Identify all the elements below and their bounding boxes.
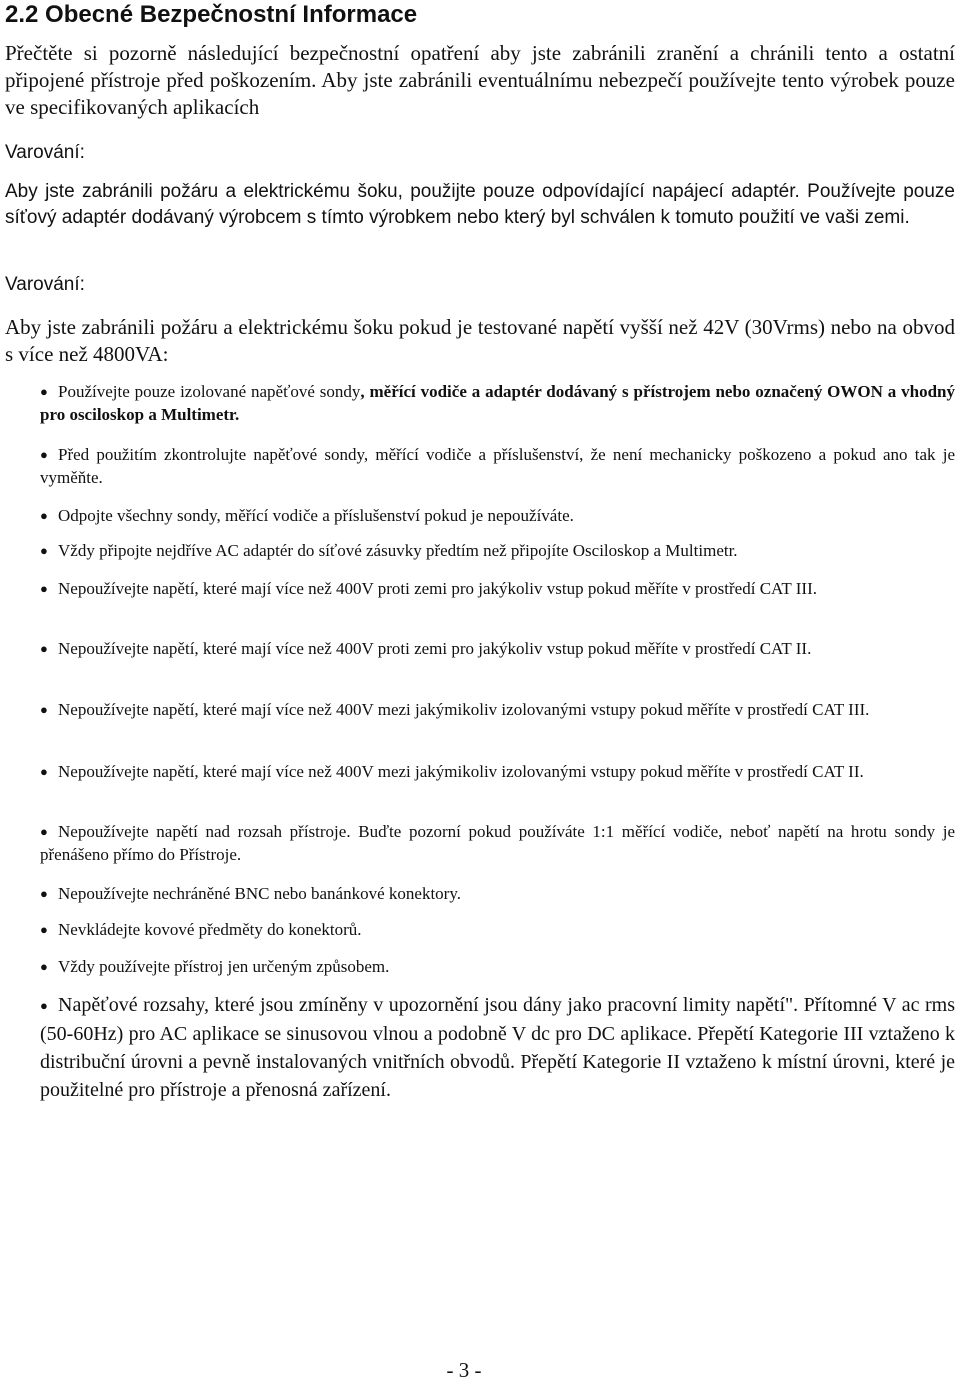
- bullet-dot-icon: ●: [40, 764, 48, 779]
- bullet-text: Před použitím zkontrolujte napěťové sondy, měřící vodiče a příslušenství, že není mechanicky poškozeno a pokud ano tak je vyměňte.: [40, 445, 955, 487]
- bullet-item-3: [40, 504, 955, 527]
- page-number: - 3 -: [446, 1358, 482, 1382]
- bullet-item-8: [40, 760, 955, 783]
- bullet-item-12: [40, 955, 955, 978]
- bullet-text: Nepoužívejte napětí nad rozsah přístroje. Buďte pozorní pokud používáte 1:1 měřící vodiče, neboť napětí na hrotu sondy je přenášeno přímo do Přístroje.: [40, 822, 955, 864]
- bullet-dot-icon: ●: [40, 641, 48, 656]
- warning-text-1: Aby jste zabránili požáru a elektrickému šoku, použijte pouze odpovídající napájecí adaptér. Používejte pouze síťový adaptér dodávaný výrobcem s tímto výrobkem nebo který byl schválen k tomuto použití ve vaši zemi.: [5, 181, 955, 228]
- warning-label-2: Varování:: [5, 274, 85, 295]
- bullet-item-7: [40, 698, 955, 721]
- bullet-text: Vždy připojte nejdříve AC adaptér do síťové zásuvky předtím než připojíte Osciloskop a Multimetr.: [58, 541, 738, 560]
- bullet-dot-icon: ●: [40, 447, 48, 462]
- bullet-text: Napěťové rozsahy, které jsou zmíněny v upozornění jsou dány jako pracovní limity napětí". Přítomné V ac rms (50-60Hz) pro AC aplikace se sinusovou vlnou a podobně V dc pro DC aplikace. Přepětí Kategorie III vztaženo k distribuční úrovni a pevně instalovaných vnitřních obvodů. Přepětí Kategorie II vztaženo k místní úrovni, které je použitelné pro přístroje a přenosná zařízení.: [40, 994, 955, 1101]
- intro-paragraph: Přečtěte si pozorně následující bezpečnostní opatření aby jste zabránili zranění a chránili tento a ostatní připojené přístroje před poškozením. Aby jste zabránili eventuálnímu nebezpečí používejte tento výrobek pouze ve specifikovaných aplikacích: [5, 41, 955, 119]
- bullet-item-6: [40, 637, 955, 660]
- warning-label-1: Varování:: [5, 142, 85, 163]
- bullet-dot-icon: ●: [40, 543, 48, 558]
- bullet-item-4: [40, 539, 955, 562]
- bullet-text: Nepoužívejte nechráněné BNC nebo banánkové konektory.: [58, 884, 461, 903]
- bullet-dot-icon: ●: [40, 581, 48, 596]
- section-heading: 2.2 Obecné Bezpečnostní Informace: [5, 1, 418, 28]
- bullet-text: Odpojte všechny sondy, měřící vodiče a příslušenství pokud je nepoužíváte.: [58, 506, 574, 525]
- warning-text-2: Aby jste zabránili požáru a elektrickému šoku pokud je testované napětí vyšší než 42V (30Vrms) nebo na obvod s více než 4800VA:: [5, 315, 955, 366]
- bullet-text: Nepoužívejte napětí, které mají více než 400V proti zemi pro jakýkoliv vstup pokud měříte v prostředí CAT II.: [58, 639, 812, 658]
- bullet-item-2: [40, 443, 955, 489]
- bullet-dot-icon: ●: [40, 702, 48, 717]
- bullet-text-bold: , měřící vodiče a adaptér dodávaný s přístrojem nebo označený OWON a vhodný pro osciloskop a Multimetr.: [40, 382, 955, 424]
- bullet-item-13: [40, 991, 955, 1104]
- bullet-item-11: [40, 918, 955, 941]
- bullet-text: Nepoužívejte napětí, které mají více než 400V mezi jakýmikoliv izolovanými vstupy pokud měříte v prostředí CAT II.: [58, 762, 864, 781]
- bullet-text: Vždy používejte přístroj jen určeným způsobem.: [58, 957, 390, 976]
- bullet-item-5: [40, 577, 955, 600]
- bullet-text: Nevkládejte kovové předměty do konektorů.: [58, 920, 362, 939]
- bullet-dot-icon: ●: [40, 384, 48, 399]
- bullet-dot-icon: ●: [40, 959, 48, 974]
- bullet-item-10: [40, 882, 955, 905]
- bullet-item-1: [40, 380, 955, 426]
- bullet-text: Nepoužívejte napětí, které mají více než 400V proti zemi pro jakýkoliv vstup pokud měříte v prostředí CAT III.: [58, 579, 817, 598]
- bullet-dot-icon: ●: [40, 922, 48, 937]
- bullet-dot-icon: ●: [40, 508, 48, 523]
- bullet-dot-icon: ●: [40, 886, 48, 901]
- bullet-text: Nepoužívejte napětí, které mají více než 400V mezi jakýmikoliv izolovanými vstupy pokud měříte v prostředí CAT III.: [58, 700, 870, 719]
- bullet-dot-icon: ●: [40, 824, 48, 839]
- bullet-item-9: [40, 820, 955, 866]
- bullet-text: Používejte pouze izolované napěťové sondy: [58, 382, 361, 401]
- bullet-dot-icon: ●: [40, 998, 48, 1013]
